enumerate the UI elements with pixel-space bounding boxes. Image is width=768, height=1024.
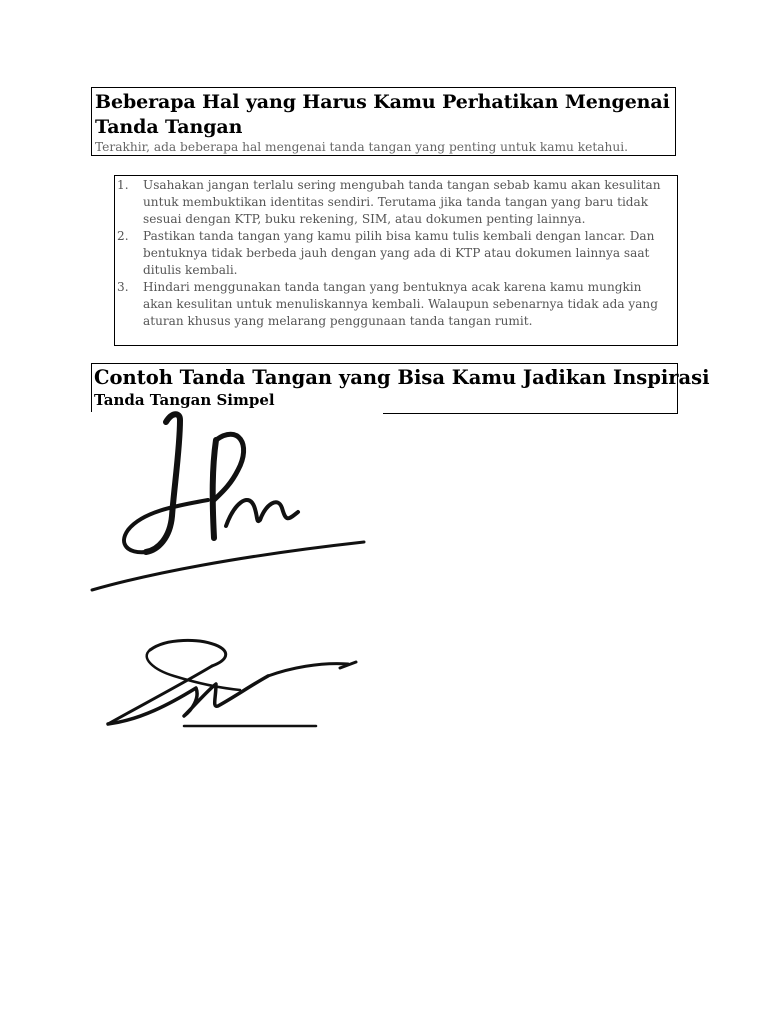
list-text: Pastikan tanda tangan yang kamu pilih bisa kamu tulis kembali dengan lancar. Dan bentuknya tidak berbeda jauh dengan yang ada di KTP atau dokumen lainnya saat ditulis kembali.	[143, 229, 655, 277]
list-text: Usahakan jangan terlalu sering mengubah tanda tangan sebab kamu akan kesulitan untuk membuktikan identitas sendiri. Terutama jika tanda tangan yang baru tidak sesuai dengan KTP, buku rekening, SIM, atau dokumen penting lainnya.	[143, 178, 661, 226]
section-subtitle: Terakhir, ada beberapa hal mengenai tanda tangan yang penting untuk kamu ketahui.	[95, 140, 629, 154]
signature-sample-2	[100, 628, 370, 748]
list-item	[115, 177, 673, 228]
list-number: 3.	[117, 280, 129, 294]
section-title: Beberapa Hal yang Harus Kamu Perhatikan Mengenai Tanda Tangan	[95, 91, 670, 138]
section-header-box	[91, 87, 676, 156]
list-text: Hindari menggunakan tanda tangan yang bentuknya acak karena kamu mungkin akan kesulitan untuk menuliskannya kembali. Walaupun sebenarnya tidak ada yang aturan khusus yang melarang penggunaan tanda tangan rumit.	[143, 280, 658, 328]
list-item	[115, 228, 673, 279]
tips-list	[115, 177, 673, 330]
examples-title: Contoh Tanda Tangan yang Bisa Kamu Jadikan Inspirasi	[94, 366, 710, 389]
list-item	[115, 279, 673, 330]
list-number: 2.	[117, 229, 129, 243]
list-number: 1.	[117, 178, 129, 192]
tips-list-box	[114, 175, 678, 346]
examples-subtitle: Tanda Tangan Simpel	[94, 391, 275, 409]
signature-sample-1	[88, 408, 378, 598]
examples-header-box	[91, 363, 710, 414]
